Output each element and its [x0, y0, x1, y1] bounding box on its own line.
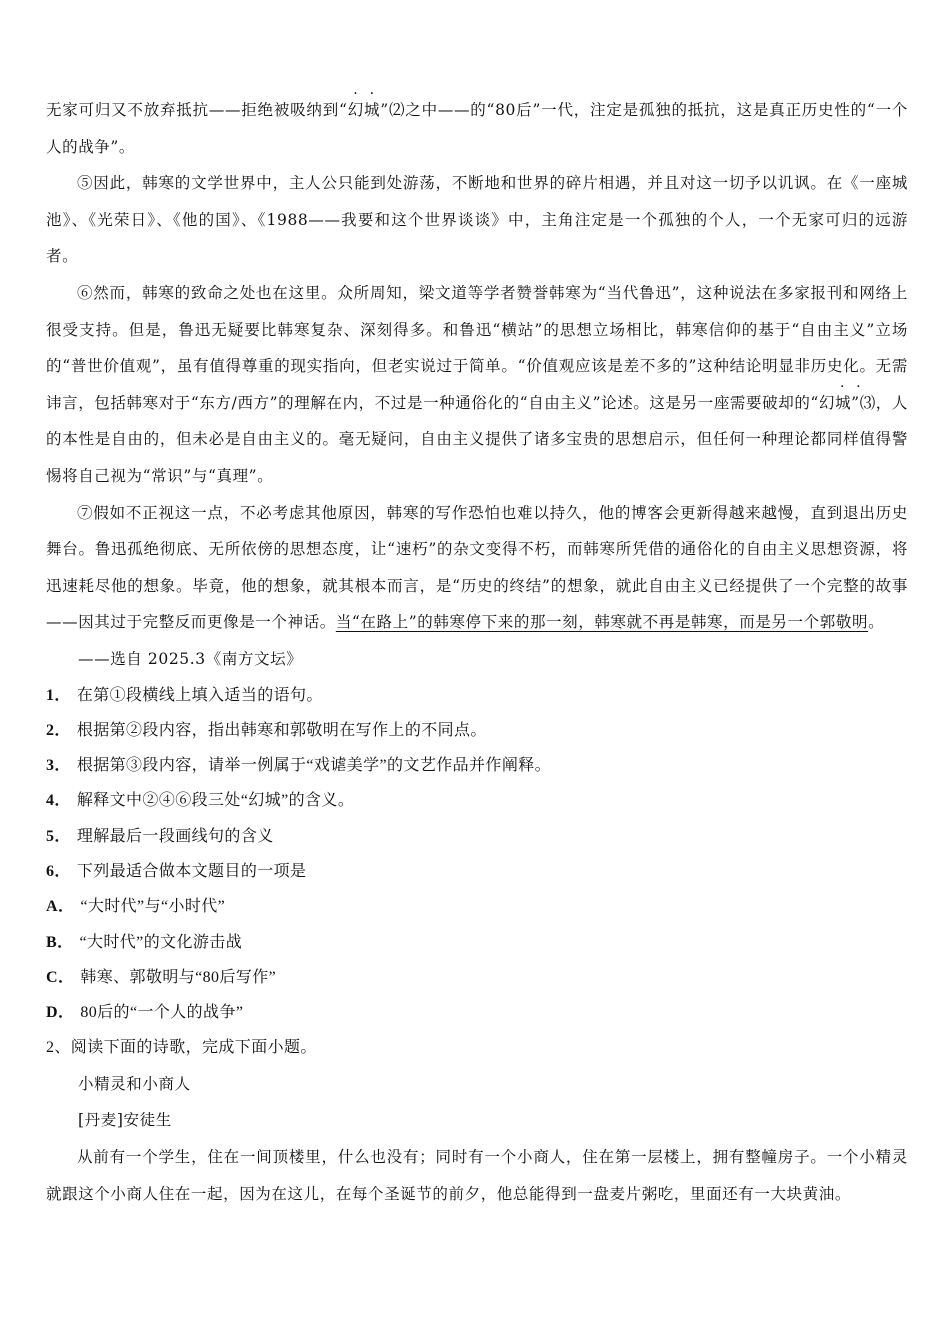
- question-text: 解释文中②④⑥段三处“幻城”的含义。: [76, 792, 355, 810]
- document-page: [46, 92, 908, 1212]
- emphasized-word: [819, 394, 851, 412]
- option-text: 80后的“一个人的战争”: [80, 1004, 244, 1022]
- question-text: 理解最后一段画线句的含义: [76, 827, 274, 845]
- question-item: [46, 748, 908, 783]
- option-list: [46, 889, 908, 1030]
- paragraph-text: ⑦假如不正视这一点，不必考虑其他原因，韩寒的写作恐怕也难以持久，他的博客会更新得越来越慢，直到退出历史舞台。鲁迅孤绝彻底、无所依傍的思想态度，让“速朽”的杂文变得不朽，而韩寒所凭借的通俗化的自由主义思想资源，将迅速耗尽他的想象。毕竟，他的想象，就其根本而言，是“历史的终结”的想象，就此自由主义已经提供了一个完整的故事——因其过于完整反而更像是一个神话。: [46, 503, 908, 632]
- paragraph-text: ”⑶，人的本性是自由的，但未必是自由主义的。毫无疑问，自由主义提供了诸多宝贵的思想启示，但任何一种理论都同样值得警惕将自己视为“常识”与“真理”。: [46, 393, 908, 485]
- question-item: [46, 713, 908, 748]
- source-citation: ——选自 2025.3《南方文坛》: [78, 649, 303, 668]
- option-text: 韩寒、郭敬明与“80后写作”: [80, 968, 277, 986]
- question-item: [46, 678, 908, 713]
- option-letter: C．: [46, 968, 75, 986]
- question-list: [46, 678, 908, 890]
- poem-author: [丹麦]安徒生: [78, 1111, 172, 1130]
- question-item: [46, 854, 908, 889]
- option-item: [46, 925, 908, 960]
- passage-paragraph-6: [46, 275, 908, 495]
- paragraph-text: 。: [868, 613, 885, 632]
- option-item: [46, 960, 908, 995]
- question-item: [46, 819, 908, 854]
- section-2-instruction: 2、阅读下面的诗歌，完成下面小题。: [46, 1039, 317, 1057]
- paragraph-text: 无家可归又不放弃抵抗——拒绝被吸纳到“: [46, 101, 348, 119]
- poem-title: 小精灵和小商人: [78, 1074, 191, 1093]
- question-number: 1．: [46, 686, 71, 704]
- question-number: 2．: [46, 721, 71, 739]
- option-letter: B．: [46, 933, 74, 951]
- question-text: 下列最适合做本文题目的一项是: [76, 862, 307, 880]
- emphasis-dot: 城: [835, 393, 852, 412]
- emphasis-dot: 幻: [818, 393, 836, 412]
- underlined-sentence: 当“在路上”的韩寒停下来的那一刻，韩寒就不再是韩寒，而是另一个郭敬明: [335, 613, 869, 632]
- poem-body: 从前有一个学生，住在一间顶楼里，什么也没有；同时有一个小商人，住在第一层楼上，拥有整幢房子。一个小精灵就跟这个小商人住在一起，因为在这儿，在每个圣诞节的前夕，他总能得到一盘麦片粥吃，里面还有一大块黄油。: [46, 1147, 908, 1203]
- paragraph-text: ”⑵之中——的“80后”一代，注定是孤独的抵抗，这是真正历史性的“一个人的战争”。: [46, 101, 909, 156]
- question-number: 6．: [46, 862, 71, 880]
- passage-paragraph-7: [46, 495, 908, 641]
- paragraph-text: ⑥然而，韩寒的致命之处也在这里。众所周知，梁文道等学者赞誉韩寒为“当代鲁迅”，这种说法在多家报刊和网络上很受支持。但是，鲁迅无疑要比韩寒复杂、深刻得多。和鲁迅“横站”的思想立场相比，韩寒信仰的基于“自由主义”立场的“普世价值观”，虽有值得尊重的现实指向，但老实说过于简单。“价值观应该是差不多的”这种结论明显非历史化。无需讳言，包括韩寒对于“东方/西方”的理解在内，不过是一种通俗化的“自由主义”论述。这是另一座需要破却的“: [46, 283, 908, 412]
- question-text: 在第①段横线上填入适当的语句。: [76, 686, 323, 704]
- emphasized-word: [348, 101, 381, 119]
- question-text: 根据第③段内容，请举一例属于“戏谑美学”的文艺作品并作阐释。: [76, 757, 552, 775]
- question-text: 根据第②段内容，指出韩寒和郭敬明在写作上的不同点。: [76, 721, 487, 739]
- option-text: “大时代”与“小时代”: [80, 898, 226, 916]
- emphasis-dot: 城: [364, 101, 381, 119]
- question-number: 5．: [46, 827, 71, 845]
- question-number: 3．: [46, 757, 71, 775]
- question-number: 4．: [46, 792, 71, 810]
- option-letter: D．: [46, 1004, 75, 1022]
- option-letter: A．: [46, 898, 75, 916]
- passage-paragraph-4-tail: [46, 92, 908, 165]
- emphasis-dot: 幻: [347, 101, 364, 119]
- option-item: [46, 995, 908, 1030]
- option-item: [46, 889, 908, 924]
- passage-paragraph-5: ⑤因此，韩寒的文学世界中，主人公只能到处游荡，不断地和世界的碎片相遇，并且对这一切予以讥讽。在《一座城池》、《光荣日》、《他的国》、《1988——我要和这个世界谈谈》中，主角注定是一个孤独的个人，一个无家可归的远游者。: [46, 174, 908, 266]
- question-item: [46, 783, 908, 818]
- option-text: “大时代”的文化游击战: [79, 933, 243, 951]
